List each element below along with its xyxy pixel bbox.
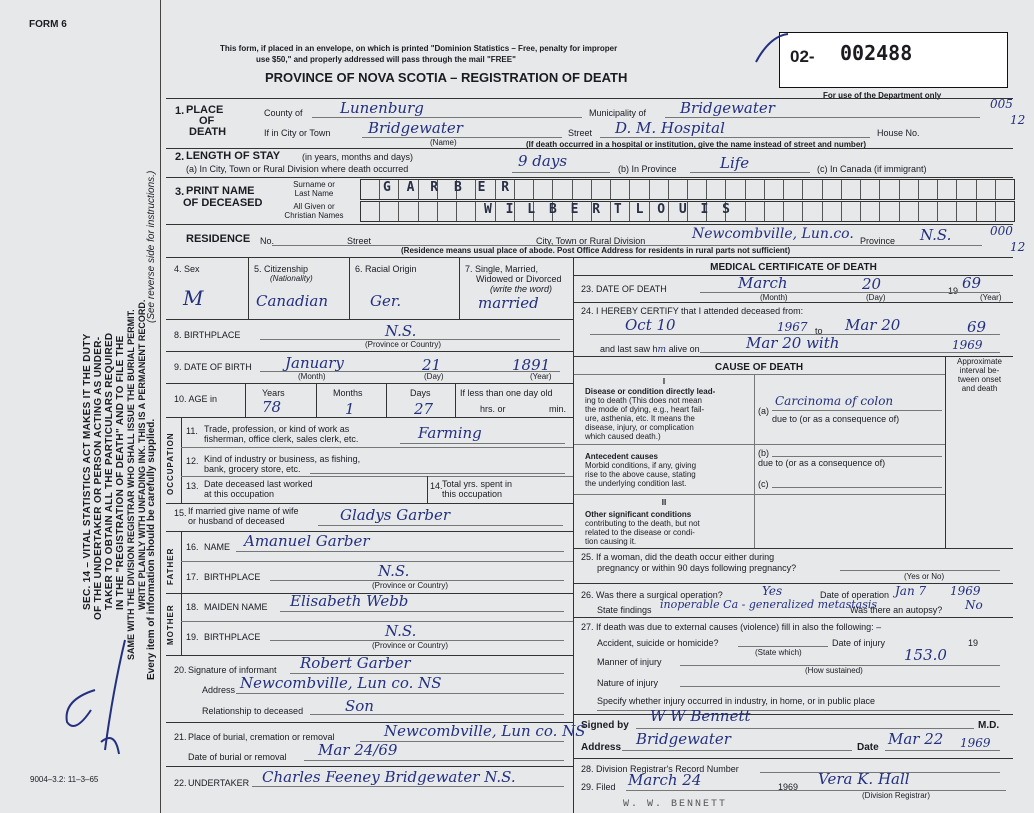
other-line-2: contributing to the death, but not bbox=[585, 519, 700, 528]
s27-code-value: 153.0 bbox=[904, 646, 947, 664]
s25-yn: (Yes or No) bbox=[904, 572, 945, 581]
s20-num: 20. bbox=[174, 665, 187, 675]
s17-sub: (Province or Country) bbox=[372, 581, 449, 590]
s24-to-year: 69 bbox=[967, 318, 987, 336]
s3-label-1: PRINT NAME bbox=[186, 185, 255, 197]
residence-prov-label: Province bbox=[860, 236, 896, 246]
s27-manner-label: Manner of injury bbox=[597, 657, 662, 667]
other-line-1: Other significant conditions bbox=[585, 510, 692, 519]
s6-value: Ger. bbox=[370, 292, 402, 310]
s24-label: 24. I HEREBY CERTIFY that I attended deceased from: bbox=[581, 306, 804, 316]
s24-to: Mar 20 bbox=[845, 316, 901, 334]
s21-num: 21. bbox=[174, 732, 187, 742]
s9-month-label: (Month) bbox=[298, 372, 326, 381]
s19-label: BIRTHPLACE bbox=[204, 632, 261, 642]
approx-3: tween onset bbox=[957, 375, 1002, 384]
dis-line-5: disease, injury, or complication bbox=[585, 423, 694, 432]
code-2: 12 bbox=[1010, 113, 1026, 127]
s8-sub: (Province or Country) bbox=[365, 340, 442, 349]
s27-q: 27. If death was due to external causes (violence) fill in also the following: – bbox=[581, 622, 882, 632]
s10-hrs-label: hrs. or bbox=[480, 404, 506, 414]
s23-year-label: (Year) bbox=[980, 293, 1002, 302]
approx-4: and death bbox=[961, 384, 998, 393]
s1-label-3: DEATH bbox=[189, 126, 227, 138]
postal-note-2: use $50," and properly addressed will pass through the mail "FREE" bbox=[256, 55, 516, 64]
s26-autopsy-label: Was there an autopsy? bbox=[850, 605, 943, 615]
s7-label-2: Widowed or Divorced bbox=[476, 274, 562, 284]
s17-label: BIRTHPLACE bbox=[204, 572, 261, 582]
s13-label-a: Date deceased last worked bbox=[204, 479, 313, 489]
s20-rel-value: Son bbox=[345, 697, 374, 715]
postal-note-1: This form, if placed in an envelope, on which is printed "Dominion Statistics – Free, penalty for improper bbox=[220, 44, 618, 53]
s17-value: N.S. bbox=[378, 562, 410, 580]
sidebar-line-1: SEC. 14 – VITAL STATISTICS ACT MAKES IT THE DUTY bbox=[82, 333, 93, 610]
s27-acc-label: Accident, suicide or homicide? bbox=[597, 638, 719, 648]
s2-b-label: (b) In Province bbox=[618, 164, 677, 174]
s11-value: Farming bbox=[418, 424, 482, 442]
s20-addr-value: Newcombville, Lun co. NS bbox=[240, 674, 442, 692]
s21-place-label: Place of burial, cremation or removal bbox=[188, 732, 335, 742]
s20-addr-label: Address bbox=[202, 685, 236, 695]
cod-roman-1: I bbox=[662, 377, 666, 386]
s22-label: UNDERTAKER bbox=[188, 778, 250, 788]
s2-c-label: (c) In Canada (if immigrant) bbox=[817, 164, 927, 174]
dis-line-2: ing to death (This does not mean bbox=[585, 396, 702, 405]
sidebar-line-7: Every item of information should be carefully supplied. bbox=[146, 418, 157, 680]
s3-surname-label-2: Last Name bbox=[294, 189, 334, 198]
s9-year-label: (Year) bbox=[530, 372, 552, 381]
s9-year: 1891 bbox=[512, 356, 551, 374]
s23-label: 23. DATE OF DEATH bbox=[581, 284, 667, 294]
other-line-3: related to the disease or condi- bbox=[585, 528, 695, 537]
ante-line-3: rise to the above cause, stating bbox=[585, 470, 696, 479]
s25-line-1: 25. If a woman, did the death occur either during bbox=[581, 552, 775, 562]
s3-given-label-1: All Given or bbox=[293, 202, 335, 211]
s23-year: 69 bbox=[962, 274, 982, 292]
father-side-label: FATHER bbox=[166, 547, 175, 585]
s27-accdate-year: 19 bbox=[968, 638, 979, 648]
s29-filed-year: 1969 bbox=[778, 782, 799, 792]
s3-label-2: OF DECEASED bbox=[183, 197, 263, 209]
s19-sub: (Province or Country) bbox=[372, 641, 449, 650]
s10-days: 27 bbox=[414, 400, 434, 418]
cod-c-label: (c) bbox=[758, 479, 769, 489]
s6-label: 6. Racial Origin bbox=[355, 264, 417, 274]
s24-from: Oct 10 bbox=[625, 316, 676, 334]
signed-value: W W Bennett bbox=[650, 707, 751, 725]
s10-years: 78 bbox=[262, 398, 282, 416]
s1-county-value: Lunenburg bbox=[340, 99, 424, 117]
s3-surname-label-1: Surname or bbox=[293, 180, 335, 189]
s10-days-label: Days bbox=[410, 388, 431, 398]
residence-label: RESIDENCE bbox=[186, 233, 251, 245]
sidebar-line-4: IN THE "REGISTRATION OF DEATH" AND TO FILE THE bbox=[115, 335, 126, 610]
s26-q-a: 26. Was there a surgical operation? bbox=[581, 590, 723, 600]
s16-num: 16. bbox=[186, 542, 199, 552]
s1-city-value: Bridgewater bbox=[368, 119, 463, 137]
s1-num: 1. bbox=[175, 105, 185, 117]
med-addr-label: Address bbox=[581, 742, 622, 753]
approx-2: interval be- bbox=[959, 366, 1000, 375]
s2-a-value: 9 days bbox=[518, 152, 568, 170]
code-3: 000 bbox=[990, 224, 1013, 238]
med-header: MEDICAL CERTIFICATE OF DEATH bbox=[710, 262, 877, 273]
s24-last-year: 1969 bbox=[952, 338, 983, 352]
s29-filed-value: March 24 bbox=[628, 771, 702, 789]
s15-label-1: If married give name of wife bbox=[188, 506, 299, 516]
md-label: M.D. bbox=[978, 720, 1000, 731]
s3-given-label-2: Christian Names bbox=[284, 211, 344, 220]
s12-label-a: Kind of industry or business, as fishing, bbox=[204, 454, 361, 464]
s18-num: 18. bbox=[186, 602, 199, 612]
s19-value: N.S. bbox=[385, 622, 417, 640]
s5-sub: (Nationality) bbox=[270, 274, 313, 283]
cod-roman-2: II bbox=[661, 498, 667, 507]
s10-min-label: min. bbox=[549, 404, 567, 414]
s5-value: Canadian bbox=[256, 292, 329, 310]
s27-nature-label: Nature of injury bbox=[597, 678, 659, 688]
s1-label-1: PLACE bbox=[186, 104, 224, 116]
residence-note: (Residence means usual place of abode. Post Office Address for residents in rural parts not sufficient) bbox=[401, 246, 791, 255]
s24-to-label: to bbox=[815, 326, 823, 336]
s11-num: 11. bbox=[186, 426, 198, 436]
s12-label-b: bank, grocery store, etc. bbox=[204, 464, 301, 474]
s10-years-label: Years bbox=[262, 388, 285, 398]
s19-num: 19. bbox=[186, 632, 199, 642]
ante-line-2: Morbid conditions, if any, giving bbox=[585, 461, 697, 470]
s26-opdate-year: 1969 bbox=[950, 584, 981, 598]
s11-label-b: fisherman, office clerk, sales clerk, etc. bbox=[204, 434, 359, 444]
s21-date-label: Date of burial or removal bbox=[188, 752, 287, 762]
other-line-4: tion causing it. bbox=[585, 537, 637, 546]
s1-muni-label: Municipality of bbox=[589, 108, 647, 118]
s1-street-value: D. M. Hospital bbox=[615, 119, 725, 137]
s22-value: Charles Feeney Bridgewater N.S. bbox=[262, 768, 516, 786]
s29-registrar-label: (Division Registrar) bbox=[862, 791, 931, 800]
s10-label: 10. AGE in bbox=[174, 394, 218, 404]
s14-label-a: Total yrs. spent in bbox=[442, 479, 513, 489]
s14-num: 14. bbox=[430, 481, 443, 491]
bennett-stamp: W. W. BENNETT bbox=[623, 799, 728, 810]
s29-registrar: Vera K. Hall bbox=[818, 770, 910, 788]
s15-value: Gladys Garber bbox=[340, 506, 451, 524]
s1-label-2: OF bbox=[199, 115, 215, 127]
s13-label-b: at this occupation bbox=[204, 489, 275, 499]
residence-no-label: No. bbox=[260, 236, 275, 246]
s27-accdate-label: Date of injury bbox=[832, 638, 886, 648]
s1-name-label: (Name) bbox=[430, 138, 457, 147]
med-date-label: Date bbox=[857, 742, 879, 753]
s13-num: 13. bbox=[186, 481, 199, 491]
s29-filed-label: 29. Filed bbox=[581, 782, 616, 792]
s2-num: 2. bbox=[175, 151, 185, 163]
s7-label-3: (write the word) bbox=[490, 284, 553, 294]
s7-label: 7. Single, Married, bbox=[465, 264, 539, 274]
dis-line-6: which caused death.) bbox=[585, 432, 661, 441]
s27-how-label: (How sustained) bbox=[805, 666, 863, 675]
cod-a-value: Carcinoma of colon bbox=[775, 394, 894, 408]
s9-label: 9. DATE OF BIRTH bbox=[174, 362, 252, 372]
form-code: 9004–3.2: 11–3–65 bbox=[30, 775, 99, 784]
s26-opdate-label: Date of operation bbox=[820, 590, 890, 600]
dept-use-note: For use of the Department only bbox=[823, 91, 942, 100]
residence-prov-value: N.S. bbox=[920, 226, 952, 244]
s23-day-label: (Day) bbox=[866, 293, 886, 302]
left-margin-rule bbox=[160, 0, 161, 813]
med-date-year: 1969 bbox=[960, 736, 991, 750]
s23-yr-prefix: 19 bbox=[948, 286, 959, 296]
residence-city-value: Newcombville, Lun.co. bbox=[692, 226, 854, 242]
s2-a-label: (a) In City, Town or Rural Division where death occurred bbox=[186, 164, 409, 174]
s8-value: N.S. bbox=[385, 322, 417, 340]
s11-label-a: Trade, profession, or kind of work as bbox=[204, 424, 350, 434]
residence-street-label: Street bbox=[347, 236, 372, 246]
s18-label: MAIDEN NAME bbox=[204, 602, 268, 612]
sidebar-line-5: SAME WITH THE DIVISION REGISTRAR WHO SHALL ISSUE THE BURIAL PERMIT. bbox=[126, 309, 136, 660]
registration-number-box bbox=[779, 32, 1008, 88]
s23-month: March bbox=[738, 274, 788, 292]
s15-num: 15. bbox=[174, 508, 187, 518]
s10-months: 1 bbox=[345, 400, 355, 418]
s20-rel-label: Relationship to deceased bbox=[202, 706, 304, 716]
s4-value: M bbox=[183, 286, 204, 310]
s26-a-value: Yes bbox=[762, 584, 783, 598]
cod-header: CAUSE OF DEATH bbox=[714, 362, 804, 373]
s26-opdate-value: Jan 7 bbox=[895, 584, 927, 598]
med-date-value: Mar 22 bbox=[888, 730, 944, 748]
cod-due-2: due to (or as a consequence of) bbox=[758, 458, 886, 468]
s26-autopsy-value: No bbox=[965, 598, 983, 612]
s16-label: NAME bbox=[204, 542, 231, 552]
s17-num: 17. bbox=[186, 572, 199, 582]
dis-line-3: the mode of dying, e.g., heart fail- bbox=[585, 405, 705, 414]
s9-day-label: (Day) bbox=[424, 372, 444, 381]
s24-from-year: 1967 bbox=[777, 320, 808, 334]
pen-mark-icon bbox=[752, 30, 792, 66]
s12-num: 12. bbox=[186, 456, 199, 466]
s8-label: 8. BIRTHPLACE bbox=[174, 330, 241, 340]
reg-prefix: 02- bbox=[790, 47, 815, 66]
s20-sig-value: Robert Garber bbox=[300, 654, 411, 672]
dis-line-4: ure, asthenia, etc. It means the bbox=[585, 414, 695, 423]
ante-line-1: Antecedent causes bbox=[585, 452, 658, 461]
dis-line-1: Disease or condition directly lead- bbox=[585, 387, 716, 396]
s23-day: 20 bbox=[862, 275, 882, 293]
cod-a-label: (a) bbox=[758, 406, 769, 416]
s3-given-value: W I L B E R T L O U I S bbox=[484, 202, 734, 217]
cod-due-1: due to (or as a consequence of) bbox=[772, 414, 900, 424]
s10-lt-label: If less than one day old bbox=[460, 388, 553, 398]
s20-sig-label: Signature of informant bbox=[188, 665, 277, 675]
s4-label: 4. Sex bbox=[174, 264, 200, 274]
s22-num: 22. bbox=[174, 778, 187, 788]
s28: 28. Division Registrar's Record Number bbox=[581, 764, 739, 774]
s7-value: married bbox=[478, 294, 539, 312]
s2-label-sub: (in years, months and days) bbox=[302, 152, 414, 162]
s2-b-value: Life bbox=[720, 154, 750, 172]
s18-value: Elisabeth Webb bbox=[290, 592, 409, 610]
s9-month: January bbox=[285, 354, 344, 372]
s24-last-label: and last saw hm alive on bbox=[600, 344, 700, 355]
residence-city-label: City, Town or Rural Division bbox=[536, 236, 646, 246]
sidebar-line-6: WRITE PLAINLY WITH UNFADING INK. THIS IS A PERMANENT RECORD. bbox=[137, 299, 147, 610]
s1-street-label: Street bbox=[568, 128, 593, 138]
s1-county-label: County of bbox=[264, 108, 303, 118]
s5-label: 5. Citizenship bbox=[254, 264, 309, 274]
code-4: 12 bbox=[1010, 240, 1026, 254]
code-1: 005 bbox=[990, 97, 1013, 111]
s21-place-value: Newcombville, Lun co. NS bbox=[384, 722, 586, 740]
sidebar-line-3: TAKER TO OBTAIN ALL THE PARTICULARS REQUIRED bbox=[104, 332, 115, 610]
s26-q-b: State findings bbox=[597, 605, 652, 615]
s27-state-which: (State which) bbox=[755, 648, 802, 657]
mother-side-label: MOTHER bbox=[166, 604, 175, 645]
s1-muni-value: Bridgewater bbox=[680, 99, 775, 117]
s15-label-2: or husband of deceased bbox=[188, 516, 285, 526]
s10-months-label: Months bbox=[333, 388, 363, 398]
signed-label: Signed by bbox=[581, 720, 629, 731]
s1-city-label: If in City or Town bbox=[264, 128, 331, 138]
reg-number: 002488 bbox=[840, 41, 913, 65]
s14-label-b: this occupation bbox=[442, 489, 503, 499]
s1-note: (If death occurred in a hospital or institution, give the name instead of street and number) bbox=[526, 140, 867, 149]
handwritten-initial-mark bbox=[55, 630, 145, 760]
med-addr-value: Bridgewater bbox=[636, 730, 731, 748]
s27-specify: Specify whether injury occurred in industry, in home, or in public place bbox=[597, 696, 875, 706]
s2-label: LENGTH OF STAY bbox=[186, 150, 281, 162]
s23-month-label: (Month) bbox=[760, 293, 788, 302]
s25-line-2: pregnancy or within 90 days following pregnancy? bbox=[597, 563, 797, 573]
s9-day: 21 bbox=[422, 356, 442, 374]
s3-num: 3. bbox=[175, 186, 185, 198]
ante-line-4: the underlying condition last. bbox=[585, 479, 687, 488]
s3-surname-value: G A R B E R bbox=[383, 180, 514, 195]
form-label: FORM 6 bbox=[29, 19, 67, 30]
page-title: PROVINCE OF NOVA SCOTIA – REGISTRATION OF DEATH bbox=[265, 70, 628, 85]
s21-date-value: Mar 24/69 bbox=[318, 741, 398, 759]
s24-last-value: Mar 20 with bbox=[746, 334, 840, 352]
s1-house-label: House No. bbox=[877, 128, 920, 138]
sidebar-line-8: (See reverse side for instructions.) bbox=[146, 170, 157, 323]
s16-value: Amanuel Garber bbox=[244, 532, 370, 550]
s26-b-value: inoperable Ca - generalized metastasis bbox=[660, 598, 878, 611]
cod-b-label: (b) bbox=[758, 448, 769, 458]
sidebar-line-2: OF THE UNDERTAKER OR PERSON ACTING AS UNDER- bbox=[93, 336, 104, 620]
occupation-side-label: OCCUPATION bbox=[166, 432, 175, 495]
approx-1: Approximate bbox=[957, 357, 1002, 366]
